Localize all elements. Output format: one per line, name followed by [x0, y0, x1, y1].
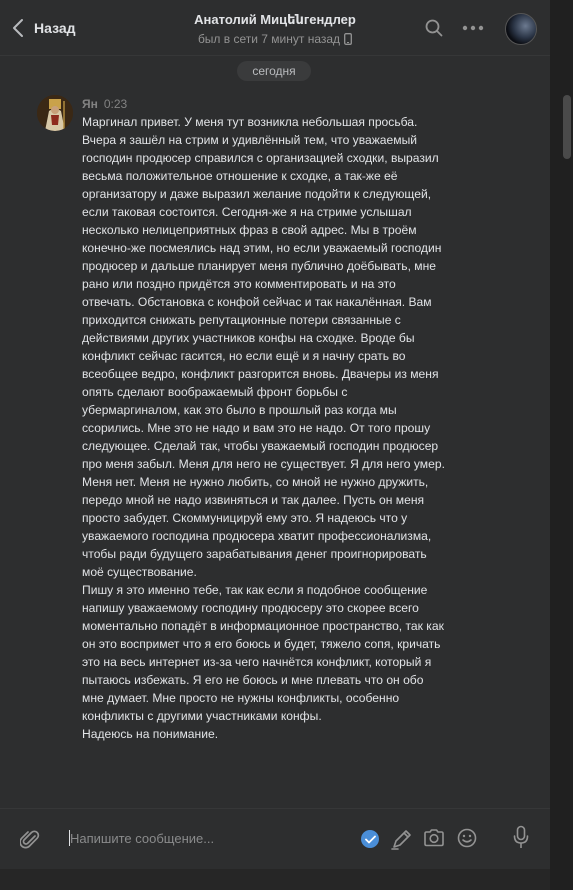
message-input[interactable]	[70, 827, 350, 849]
bottom-band	[0, 869, 550, 890]
contact-avatar[interactable]	[505, 13, 537, 45]
check-circle-icon[interactable]	[361, 830, 379, 848]
online-status	[150, 31, 400, 49]
date-divider: сегодня	[237, 61, 311, 81]
message-paragraph: Надеюсь на понимание.	[82, 727, 219, 741]
chat-title-block[interactable]	[150, 12, 400, 49]
chat-title: Анатолий Мицենгендлер	[194, 12, 356, 27]
pen-icon[interactable]	[390, 827, 414, 851]
chat-header	[0, 0, 550, 56]
chevron-left-icon	[12, 18, 24, 38]
message-text	[82, 113, 447, 743]
sender-avatar[interactable]	[37, 95, 73, 131]
more-horizontal-icon[interactable]	[462, 24, 484, 32]
message-paragraph: Пишу я это именно тебе, так как если я подобное сообщение напишу уважаемому господину продюсеру это скорее всего моментально попадёт в информационное пространство, так как он это воспримет что я его боюсь и будет, тяжело сопя, кричать это на весь интернет из-за чего начнётся конфликт, который я пытаюсь избежать. Я его не боюсь и мне плевать что он обо мне думает. Мне просто не нужны конфликты, особенно конфликты с другими участниками конфы.	[82, 583, 444, 723]
emoji-smile-icon[interactable]	[457, 828, 477, 848]
mobile-phone-icon	[344, 33, 352, 49]
paperclip-icon[interactable]	[20, 827, 40, 851]
back-label: Назад	[34, 20, 76, 36]
message-header	[82, 97, 127, 111]
message-time: 0:23	[103, 97, 128, 111]
search-icon[interactable]	[425, 19, 443, 37]
message-paragraph: Маргинал привет. У меня тут возникла небольшая просьба. Вчера я зашёл на стрим и удивлённый тем, что уважаемый господин продюсер справился с организацией сходки, выразил весьма положительное отношение к сходке, а так-же её организатору и даже выразил желание подойти к следующей, если таковая состоится. Сегодня-же я на стриме услышал несколько нелицеприятных фраз в свой адрес. Мы в троём конечно-же посмеялись над этим, но если уважаемый господин продюсер и дальше планирует меня публично доёбывать, мне рано или поздно придётся это комментировать и на это отвечать. Обстановка с конфой сейчас и так накалённая. Вам приходится снижать репутационные потери связанные с действиями других участников конфы на сходке. Вроде бы конфликт сейчас гасится, но если ещё и я начну срать во всеобщее ведро, конфликт разгорится вновь. Двачеры из меня опять сделают воображаемый фронт борьбы с убермаргиналом, как это было в прошлый раз когда мы ссорились. Мне это не надо и вам это не надо. От того прошу следующее. Сделай так, чтобы уважаемый господин продюсер про меня забыл. Меня для него не существует. Я для него умер. Меня нет. Меня не нужно любить, со мной не нужно дружить, передо мной не надо извиняться и так далее. Пусть он меня просто забудет. Скоммуницируй ему это. Я надеюсь что у уважаемого господина продюсера хватит профессионализма, чтобы ради будущего зарабатывания денег проигнорировать моё существование.	[82, 115, 445, 579]
sender-name[interactable]: Ян	[82, 97, 98, 111]
scrollbar-thumb[interactable]	[563, 95, 571, 159]
back-button[interactable]	[12, 16, 76, 40]
online-status-text: был в сети 7 минут назад	[197, 32, 341, 46]
message-composer	[0, 808, 550, 869]
camera-icon[interactable]	[423, 828, 445, 848]
microphone-icon[interactable]	[513, 825, 529, 851]
